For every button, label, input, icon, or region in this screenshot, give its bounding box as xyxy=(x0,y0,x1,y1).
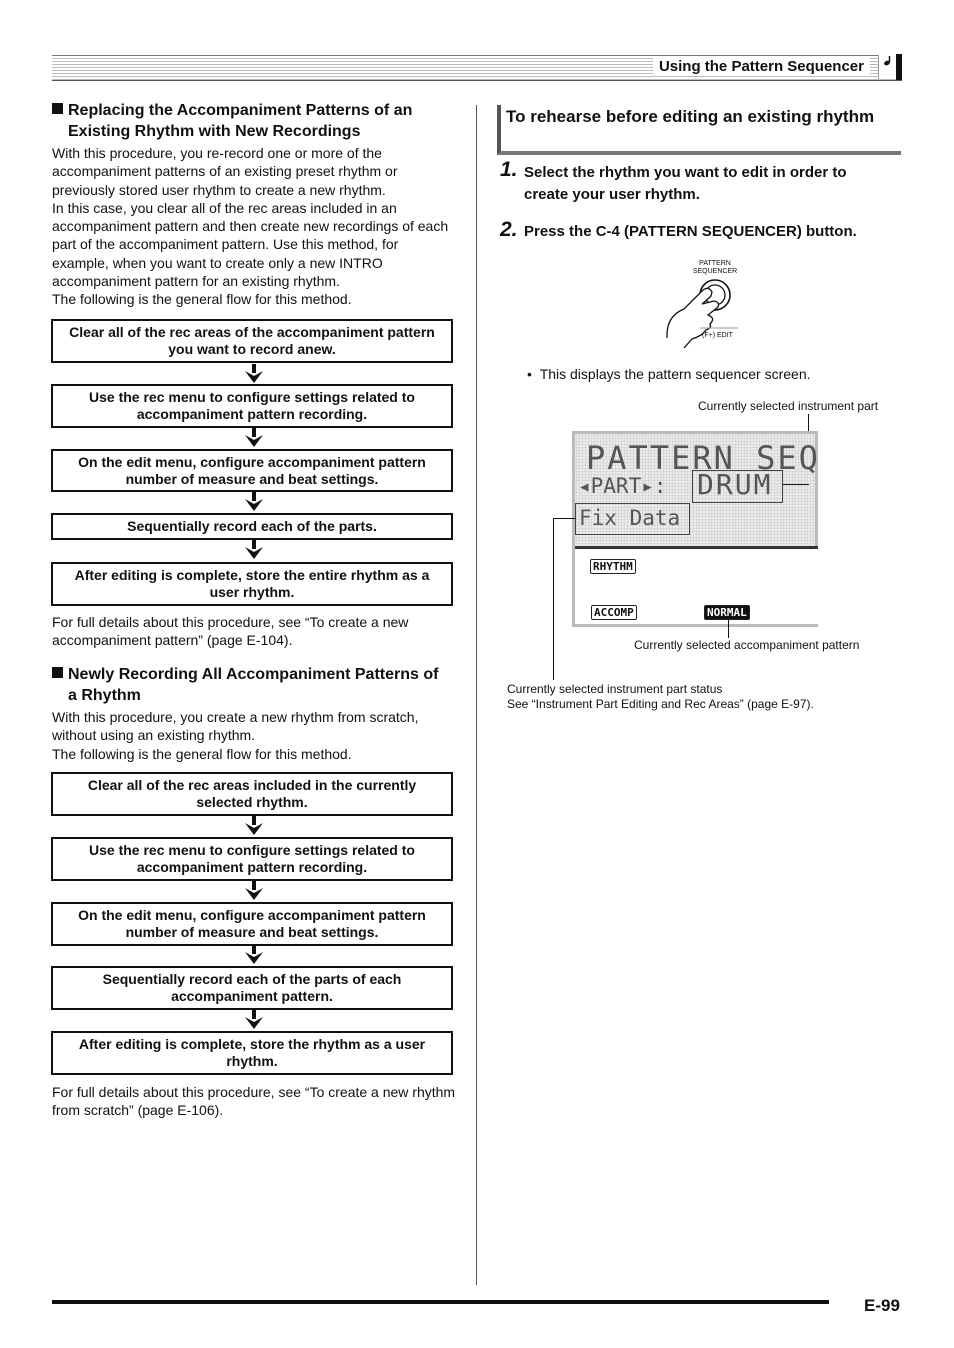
section2-intro: With this procedure, you create a new rhythm from scratch, without using an existing rhythm. The following is the general flow for this method. xyxy=(52,709,419,762)
header-edge-tab xyxy=(896,54,902,80)
down-arrow-icon xyxy=(244,492,264,512)
section2-heading: Newly Recording All Accompaniment Patterns of a Rhythm xyxy=(52,664,462,706)
section2-footnote: For full details about this procedure, see “To create a new rhythm from scratch” (page E-106). xyxy=(52,1084,456,1119)
step-number: 1. xyxy=(500,158,518,181)
lcd-rhythm-tag: RHYTHM xyxy=(590,559,636,574)
step2-text: Press the C-4 (PATTERN SEQUENCER) button. xyxy=(524,223,857,240)
flow1-step5-box: After editing is complete, store the entire rhythm as a user rhythm. xyxy=(51,562,453,606)
flow1-step4-box: Sequentially record each of the parts. xyxy=(51,513,453,540)
footer-rule xyxy=(52,1300,829,1304)
music-note-icon xyxy=(878,55,896,79)
running-header-title: Using the Pattern Sequencer xyxy=(653,58,870,75)
down-arrow-icon xyxy=(244,364,264,384)
step-number: 2. xyxy=(500,218,518,241)
finger-press-button-icon xyxy=(662,276,742,354)
flow2-step4-box: Sequentially record each of the parts of each accompaniment pattern. xyxy=(51,966,453,1010)
right-heading: To rehearse before editing an existing rhythm xyxy=(497,105,901,155)
callout-leader-line xyxy=(783,484,809,485)
button-label: PATTERN SEQUENCER xyxy=(692,260,738,275)
page-number: E-99 xyxy=(864,1296,900,1315)
flow1-step1-box: Clear all of the rec areas of the accompaniment pattern you want to record anew. xyxy=(51,319,453,363)
square-bullet-icon xyxy=(52,103,63,114)
down-arrow-icon xyxy=(244,428,264,448)
lcd-part-label: ◂PART▸: xyxy=(578,474,667,498)
step1-text: Select the rhythm you want to edit in order to create your user rhythm. xyxy=(524,164,847,203)
callout-instrument-part: Currently selected instrument part xyxy=(698,399,879,413)
flow2-step5-box: After editing is complete, store the rhythm as a user rhythm. xyxy=(51,1031,453,1075)
flow2-step3-box: On the edit menu, configure accompaniment pattern number of measure and beat settings. xyxy=(51,902,453,946)
lcd-line1: PATTERN SEQ xyxy=(586,439,820,477)
down-arrow-icon xyxy=(244,816,264,836)
callout-accomp-pattern: Currently selected accompaniment pattern xyxy=(634,638,860,652)
flow2-step2-box: Use the rec menu to configure settings related to accompaniment pattern recording. xyxy=(51,837,453,881)
down-arrow-icon xyxy=(244,1010,264,1030)
section1-intro: With this procedure, you re-record one or more of the accompaniment patterns of an existing preset rhythm or previously stored user rhythm to create a new rhythm. In this case, you clear all of the rec areas included in an accompaniment pattern and then create new recordings of each part of the accompaniment pattern. Use this method, for example, when you want to create only a new INTRO accompaniment pattern for an existing rhythm. The following is the general flow for this method. xyxy=(52,145,449,308)
down-arrow-icon xyxy=(244,540,264,560)
lcd-part-value: DRUM xyxy=(697,468,773,501)
down-arrow-icon xyxy=(244,945,264,965)
callout-leader-line xyxy=(553,518,575,519)
flow2-step1-box: Clear all of the rec areas included in the currently selected rhythm. xyxy=(51,772,453,816)
down-arrow-icon xyxy=(244,881,264,901)
column-divider xyxy=(476,105,477,1285)
button-sublabel: (F+) EDIT xyxy=(702,332,733,339)
callout-status: Currently selected instrument part status See “Instrument Part Editing and Rec Areas” (page E-97). xyxy=(507,682,814,711)
flow1-step3-box: On the edit menu, configure accompaniment pattern number of measure and beat settings. xyxy=(51,449,453,492)
section1-footnote: For full details about this procedure, see “To create a new accompaniment pattern” (page E-104). xyxy=(52,614,409,649)
bullet-item: • This displays the pattern sequencer screen. xyxy=(527,366,811,382)
flow1-step2-box: Use the rec menu to configure settings related to accompaniment pattern recording. xyxy=(51,384,453,428)
lcd-accomp-tag: ACCOMP xyxy=(591,605,637,620)
callout-leader-line xyxy=(728,620,729,638)
lcd-status: Fix Data xyxy=(579,506,681,530)
callout-leader-line xyxy=(553,518,554,680)
square-bullet-icon xyxy=(52,667,63,678)
lcd-normal-tag: NORMAL xyxy=(704,605,750,620)
section1-heading: Replacing the Accompaniment Patterns of an Existing Rhythm with New Recordings xyxy=(52,100,462,142)
